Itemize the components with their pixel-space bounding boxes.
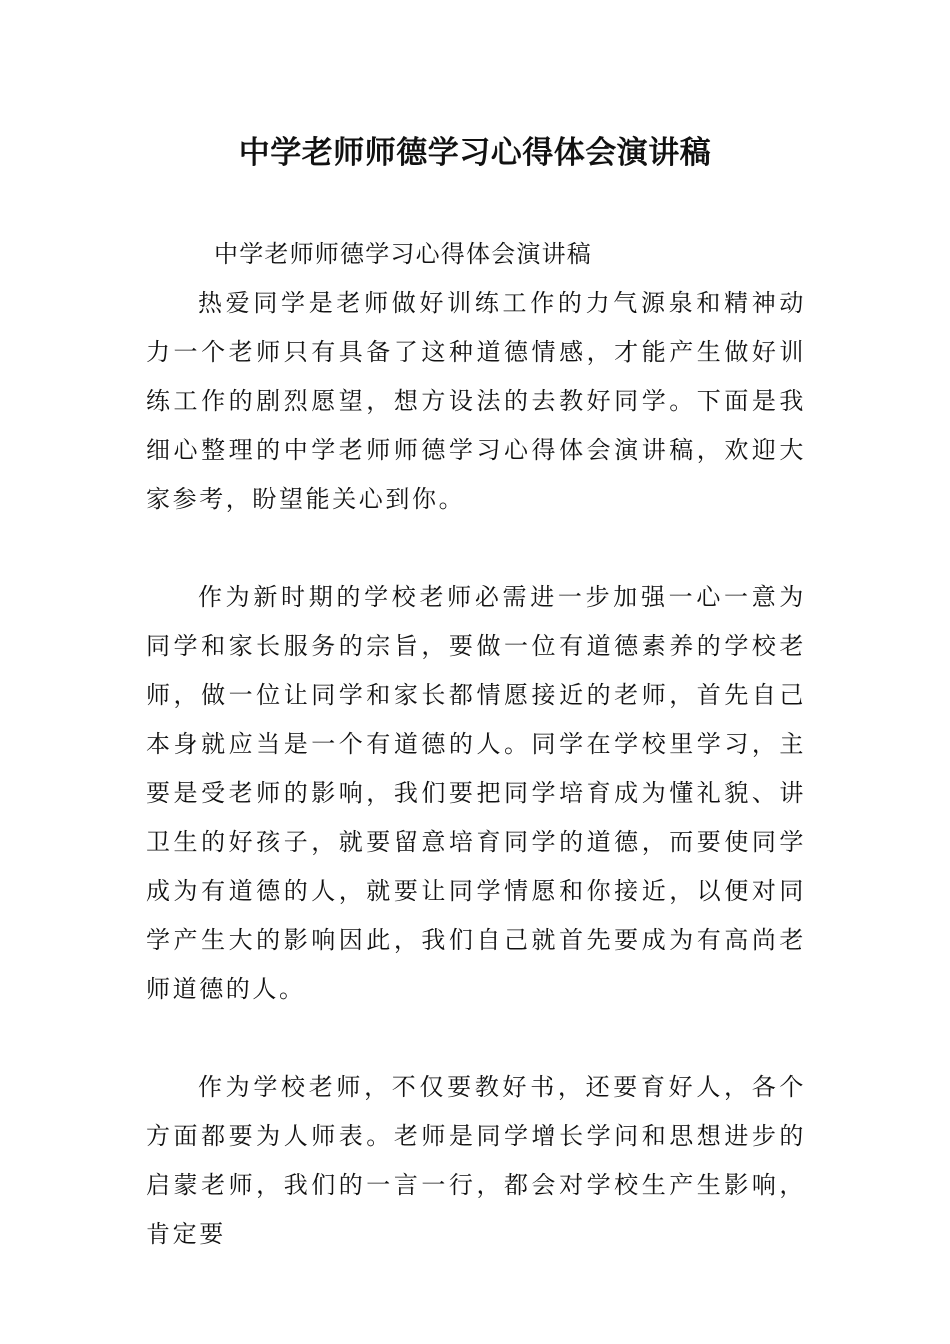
paragraph-3: 作为学校老师，不仅要教好书，还要育好人，各个方面都要为人师表。老师是同学增长学问和思想进步的启蒙老师，我们的一言一行，都会对学校生产生影响，肯定要: [146, 1073, 806, 1248]
paragraph-2: 作为新时期的学校老师必需进一步加强一心一意为同学和家长服务的宗旨，要做一位有道德素养的学校老师，做一位让同学和家长都情愿接近的老师，首先自己本身就应当是一个有道德的人。同学在学校里学习，主要是受老师的影响，我们要把同学培育成为懂礼貌、讲卫生的好孩子，就要留意培育同学的道德，而要使同学成为有道德的人，就要让同学情愿和你接近，以便对同学产生大的影响因此，我们自己就首先要成为有高尚老师道德的人。: [146, 583, 806, 1003]
paragraph-gap: [146, 524, 806, 573]
document-body: [146, 230, 806, 1259]
paragraph-1: 热爱同学是老师做好训练工作的力气源泉和精神动力一个老师只有具备了这种道德情感，才能产生做好训练工作的剧烈愿望，想方设法的去教好同学。下面是我细心整理的中学老师师德学习心得体会演讲稿，欢迎大家参考，盼望能关心到你。: [146, 289, 806, 513]
paragraph-gap: [146, 1014, 806, 1063]
document-subtitle: 中学老师师德学习心得体会演讲稿: [214, 240, 592, 268]
document-title: 中学老师师德学习心得体会演讲稿: [238, 135, 712, 171]
